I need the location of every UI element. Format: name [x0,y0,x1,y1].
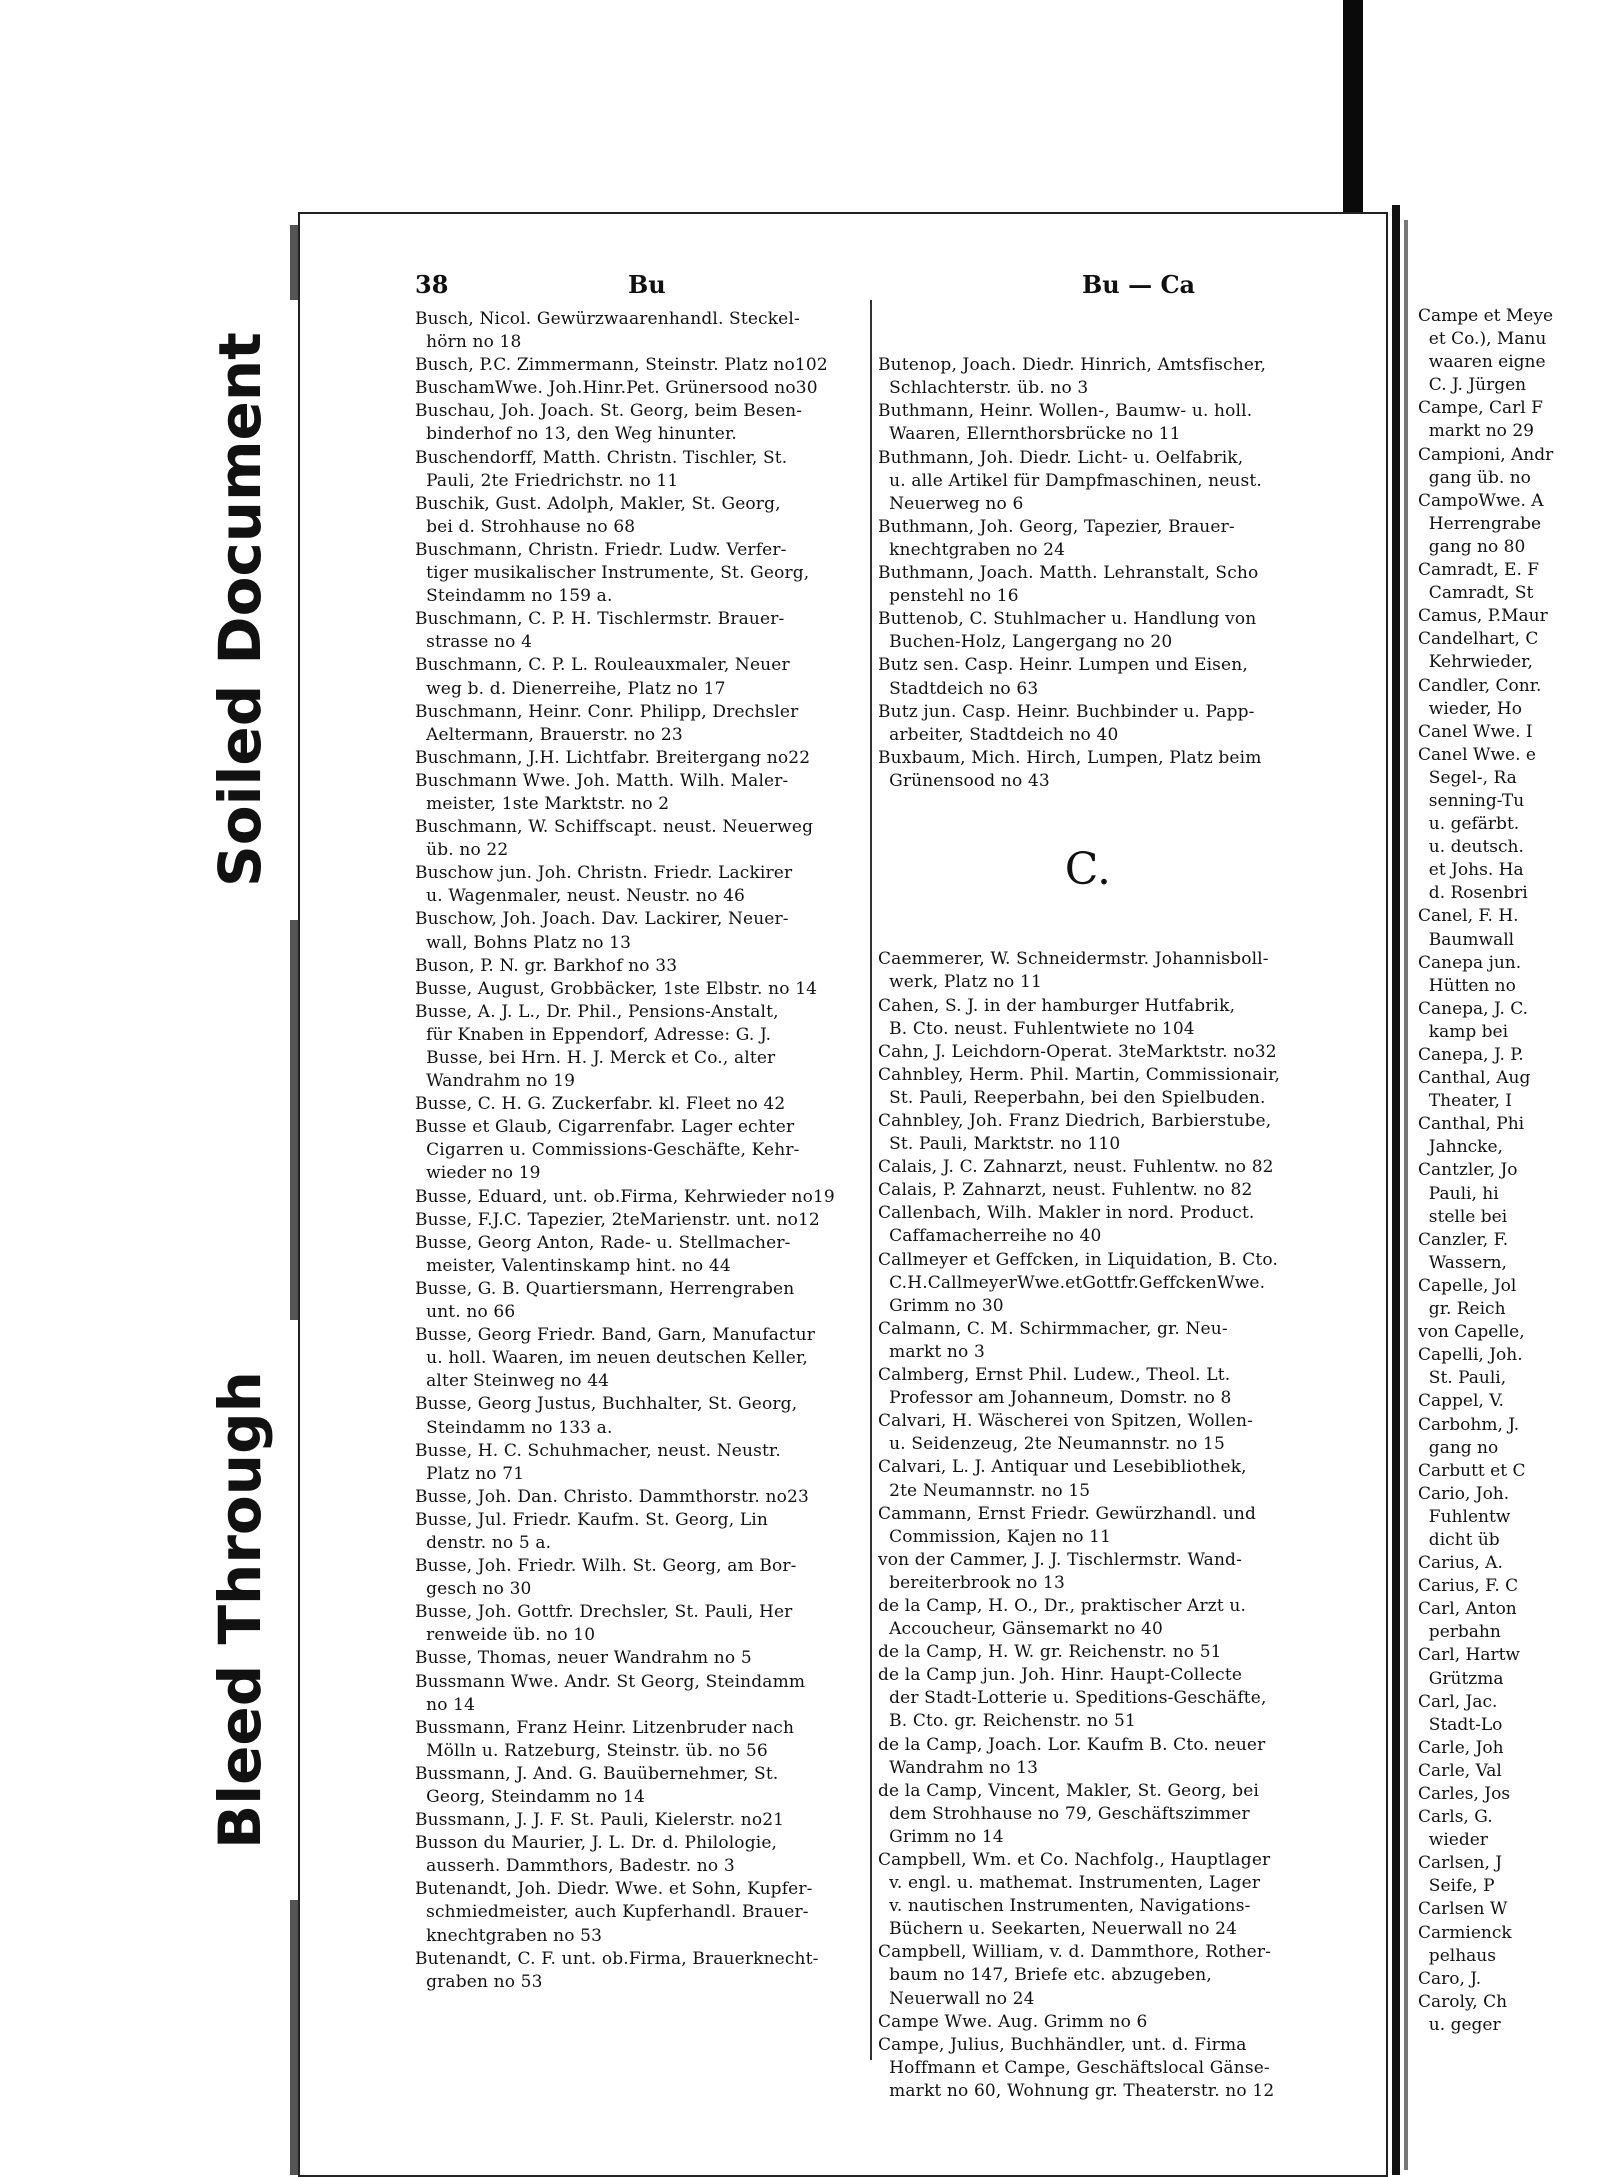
directory-entry: Callenbach, Wilh. Makler in nord. Product. Caffamacherreihe no 40 [878,1203,1255,1247]
directory-entry: Carlsen W [1418,1899,1508,1920]
directory-entry: Busse, F.J.C. Tapezier, 2teMarienstr. unt. no12 [415,1209,820,1230]
directory-entry: Cantzler, Jo [1418,1160,1518,1181]
directory-entry: Butenandt, C. F. unt. ob.Firma, Brauerknecht- graben no 53 [415,1948,819,1992]
directory-entry: Carmienck [1418,1922,1512,1943]
directory-entry: Buschmann, W. Schiffscapt. neust. Neuerweg üb. no 22 [415,817,814,861]
directory-entry: gr. Reich [1418,1299,1506,1320]
directory-entry: Butenandt, Joh. Diedr. Wwe. et Sohn, Kupfer- schmiedmeister, auch Kupferhandl. Brauer- knechtgraben no 53 [415,1879,813,1946]
directory-entry: Seife, P [1418,1876,1495,1897]
directory-entry: Busse et Glaub, Cigarrenfabr. Lager echter Cigarren u. Commissions-Geschäfte, Kehr- wieder no 19 [415,1117,800,1184]
directory-entry: Cahen, S. J. in der hamburger Hutfabrik, B. Cto. neust. Fuhlentwiete no 104 [878,995,1236,1039]
directory-entry: Carlsen, J [1418,1853,1503,1874]
directory-entry: Butz jun. Casp. Heinr. Buchbinder u. Papp- arbeiter, Stadtdeich no 40 [878,701,1255,745]
directory-entry: de la Camp, H. W. gr. Reichenstr. no 51 [878,1642,1222,1663]
directory-entry: Camus, P.Maur [1418,606,1548,627]
directory-entry: Canthal, Phi [1418,1114,1525,1135]
next-page-fragment [1418,305,1600,2037]
directory-entry: CampoWwe. A [1418,490,1544,511]
directory-entry: Canepa, J. P. [1418,1045,1524,1065]
book-spine-shadow [1404,220,1408,2170]
directory-entry: BuschamWwe. Joh.Hinr.Pet. Grünersood no30 [415,378,818,399]
directory-entry: Candler, Conr. [1418,675,1542,696]
directory-entry: Carls, G. [1418,1807,1493,1828]
directory-entry: Buschik, Gust. Adolph, Makler, St. Georg, bei d. Strohhause no 68 [415,493,781,537]
directory-entry: Bussmann, J. And. G. Bauübernehmer, St. Georg, Steindamm no 14 [415,1763,779,1807]
directory-entry: Cahnbley, Herm. Phil. Martin, Commissionair, St. Pauli, Reeperbahn, bei den Spielbuden. [878,1064,1281,1108]
directory-entry: Bussmann, J. J. F. St. Pauli, Kielerstr. no21 [415,1810,785,1831]
directory-entry: Cahnbley, Joh. Franz Diedrich, Barbierstube, St. Pauli, Marktstr. no 110 [878,1111,1272,1155]
directory-entry: Calmann, C. M. Schirmmacher, gr. Neu- markt no 3 [878,1318,1228,1362]
directory-entry: Caemmerer, W. Schneidermstr. Johannisboll- werk, Platz no 11 [878,949,1269,993]
directory-entry: Grützma [1418,1668,1504,1689]
directory-entry: u. deutsch. [1418,837,1524,858]
scan-border-top [1343,0,1363,215]
directory-entry: Theater, I [1418,1091,1512,1112]
directory-entry: senning-Tu [1418,790,1525,811]
right-running-head: Bu — Ca [1082,270,1196,299]
directory-entry: markt no 29 [1418,421,1534,442]
directory-entry: Buxbaum, Mich. Hirch, Lumpen, Platz beim Grünensood no 43 [878,747,1262,791]
directory-entry: Buschmann Wwe. Joh. Matth. Wilh. Maler- meister, 1ste Marktstr. no 2 [415,770,789,814]
directory-entry: Carbutt et C [1418,1460,1526,1481]
directory-entry: gang no 80 [1418,536,1526,557]
directory-entry: Campe, Julius, Buchhändler, unt. d. Firma Hoffmann et Campe, Geschäftslocal Gänse- markt no 60, Wohnung gr. Theaterstr. no 12 [878,2034,1275,2101]
directory-entry: Capelli, Joh. [1418,1345,1523,1366]
directory-entry: Wassern, [1418,1252,1507,1273]
directory-entry: Busse, Thomas, neuer Wandrahm no 5 [415,1648,752,1669]
directory-entry: Campbell, William, v. d. Dammthore, Rother- baum no 147, Briefe etc. abzugeben, Neuerwall no 24 [878,1942,1272,2009]
directory-entry: et Co.), Manu [1418,329,1547,350]
directory-entry: Buschau, Joh. Joach. St. Georg, beim Besen- binderhof no 13, den Weg hinunter. [415,401,803,445]
directory-entry: Busse, Eduard, unt. ob.Firma, Kehrwieder no19 [415,1186,835,1207]
directory-entry: Caroly, Ch [1418,1991,1508,2012]
directory-entry: Baumwall [1418,929,1515,950]
directory-entry: Fuhlentw [1418,1506,1511,1527]
directory-entry: Busse, Joh. Dan. Christo. Dammthorstr. no23 [415,1486,809,1507]
directory-entry: de la Camp, Joach. Lor. Kaufm B. Cto. neuer Wandrahm no 13 [878,1734,1266,1778]
directory-entry: Campe Wwe. Aug. Grimm no 6 [878,2011,1148,2032]
directory-entry: Busch, Nicol. Gewürzwaarenhandl. Steckel- hörn no 18 [415,309,800,353]
directory-entry: Kehrwieder, [1418,652,1533,673]
directory-entry: Busse, Joh. Gottfr. Drechsler, St. Pauli, Her renweide üb. no 10 [415,1602,793,1646]
directory-entry: Campe, Carl F [1418,398,1543,419]
directory-entry: Cappel, V. [1418,1391,1504,1412]
directory-entry: Camradt, St [1418,583,1534,604]
directory-entry: Buschmann, C. P. H. Tischlermstr. Brauer- strasse no 4 [415,609,785,653]
directory-entry: Busse, Jul. Friedr. Kaufm. St. Georg, Lin denstr. no 5 a. [415,1509,768,1553]
directory-entry: Campe et Meye [1418,306,1554,326]
directory-entry: Bussmann, Franz Heinr. Litzenbruder nach Mölln u. Ratzeburg, Steinstr. üb. no 56 [415,1717,795,1761]
directory-entry: Bussmann Wwe. Andr. St Georg, Steindamm no 14 [415,1671,806,1715]
directory-entry: Canepa jun. [1418,952,1522,973]
directory-entry: Buschmann, Heinr. Conr. Philipp, Drechsler Aeltermann, Brauerstr. no 23 [415,701,799,745]
directory-entry: Buttenob, C. Stuhlmacher u. Handlung von Buchen-Holz, Langergang no 20 [878,609,1257,653]
directory-entry: Buschmann, J.H. Lichtfabr. Breitergang no22 [415,747,811,768]
directory-entry: Buthmann, Joach. Matth. Lehranstalt, Scho penstehl no 16 [878,563,1259,607]
directory-entry: Calvari, H. Wäscherei von Spitzen, Wollen- u. Seidenzeug, 2te Neumannstr. no 15 [878,1411,1253,1455]
directory-entry: de la Camp, Vincent, Makler, St. Georg, bei dem Strohhause no 79, Geschäftszimmer Grimm no 14 [878,1780,1260,1847]
directory-entry: Campioni, Andr [1418,444,1554,465]
directory-entry: Canepa, J. C. [1418,998,1529,1019]
book-spine [1392,205,1400,2175]
directory-entry: kamp bei [1418,1021,1509,1042]
directory-entry: Busse, Georg Anton, Rade- u. Stellmacher- meister, Valentinskamp hint. no 44 [415,1232,791,1276]
directory-entry: Buschow jun. Joh. Christn. Friedr. Lackirer u. Wagenmaler, neust. Neustr. no 46 [415,863,793,907]
directory-entry: Carles, Jos [1418,1784,1511,1804]
right-column [878,308,1343,2126]
right-column-top-entries [878,354,1343,793]
directory-entry: wieder [1418,1830,1488,1851]
directory-entry: Busse, A. J. L., Dr. Phil., Pensions-Anstalt, für Knaben in Eppendorf, Adresse: G. J. Busse, bei Hrn. H. J. Merck et Co., alter Wandrahm no 19 [415,1001,779,1092]
directory-entry: Jahncke, [1418,1137,1503,1158]
directory-entry: Canzler, F. [1418,1229,1509,1250]
directory-entry: Carbohm, J. [1418,1414,1520,1435]
directory-entry: Busse, C. H. G. Zuckerfabr. kl. Fleet no 42 [415,1094,786,1115]
left-column [415,308,875,1994]
directory-entry: Carle, Joh [1418,1737,1504,1758]
directory-entry: Stadt-Lo [1418,1714,1503,1735]
directory-entry: Buschendorff, Matth. Christn. Tischler, St. Pauli, 2te Friedrichstr. no 11 [415,447,788,491]
directory-entry: Canel Wwe. e [1418,744,1536,765]
directory-entry: Busse, Georg Justus, Buchhalter, St. Georg, Steindamm no 133 a. [415,1394,798,1438]
directory-entry: St. Pauli, [1418,1368,1507,1389]
directory-entry: Calvari, L. J. Antiquar und Lesebibliothek, 2te Neumannstr. no 15 [878,1457,1247,1501]
directory-entry: Busse, Georg Friedr. Band, Garn, Manufactur u. holl. Waaren, im neuen deutschen Keller, alter Steinweg no 44 [415,1325,816,1392]
directory-entry: Carius, F. C [1418,1576,1519,1597]
directory-entry: Calais, P. Zahnarzt, neust. Fuhlentw. no 82 [878,1180,1253,1201]
directory-entry: von der Cammer, J. J. Tischlermstr. Wand- bereiterbrook no 13 [878,1549,1242,1593]
directory-entry: de la Camp, H. O., Dr., praktischer Arzt u. Accoucheur, Gänsemarkt no 40 [878,1595,1247,1640]
directory-entry: Cahn, J. Leichdorn-Operat. 3teMarktstr. no32 [878,1041,1277,1062]
directory-entry: Buthmann, Heinr. Wollen-, Baumw- u. holl. Waaren, Ellernthorsbrücke no 11 [878,401,1253,445]
directory-entry: Carle, Val [1418,1760,1502,1781]
directory-entry: gang üb. no [1418,467,1531,488]
directory-entry: waaren eigne [1418,352,1546,373]
directory-entry: Callmeyer et Geffcken, in Liquidation, B. Cto. C.H.CallmeyerWwe.etGottfr.GeffckenWwe. Grimm no 30 [878,1249,1278,1316]
directory-entry: Busch, P.C. Zimmermann, Steinstr. Platz no102 [415,355,828,376]
section-letter-c: C. [1064,844,1112,896]
directory-entry: pelhaus [1418,1945,1496,1966]
directory-entry: Buthmann, Joh. Georg, Tapezier, Brauer- knechtgraben no 24 [878,516,1235,560]
directory-entry: stelle bei [1418,1206,1508,1227]
directory-entry: Buschmann, C. P. L. Rouleauxmaler, Neuer weg b. d. Dienerreihe, Platz no 17 [415,655,790,699]
directory-entry: Carl, Jac. [1418,1691,1498,1712]
directory-entry: Butenop, Joach. Diedr. Hinrich, Amtsfischer, Schlachterstr. üb. no 3 [878,355,1266,399]
directory-entry: Caro, J. [1418,1968,1482,1989]
directory-entry: Busson du Maurier, J. L. Dr. d. Philologie, ausserh. Dammthors, Badestr. no 3 [415,1833,778,1877]
directory-entry: Canel, F. H. [1418,906,1519,927]
directory-entry: Calais, J. C. Zahnarzt, neust. Fuhlentw. no 82 [878,1157,1274,1178]
directory-entry: Camradt, E. F [1418,560,1540,581]
directory-entry: Pauli, hi [1418,1183,1499,1204]
directory-entry: gang no [1418,1437,1499,1458]
directory-entry: Buthmann, Joh. Diedr. Licht- u. Oelfabrik, u. alle Artikel für Dampfmaschinen, neust. Neuerweg no 6 [878,447,1262,514]
directory-entry: Busse, G. B. Quartiersmann, Herrengraben unt. no 66 [415,1278,795,1323]
directory-entry: Cammann, Ernst Friedr. Gewürzhandl. und Commission, Kajen no 11 [878,1503,1257,1547]
directory-entry: Canel Wwe. I [1418,721,1533,742]
directory-entry: Buschow, Joh. Joach. Dav. Lackirer, Neuer- wall, Bohns Platz no 13 [415,909,789,953]
directory-entry: Busse, Joh. Friedr. Wilh. St. Georg, am Bor- gesch no 30 [415,1556,797,1600]
left-running-head: Bu [628,270,666,299]
directory-entry: Herrengrabe [1418,513,1542,534]
label-bleed-through: Bleed Through [170,1320,310,1900]
directory-entry: von Capelle, [1418,1322,1525,1343]
directory-entry: Carius, A. [1418,1553,1503,1574]
label-soiled-document: Soiled Document [170,300,310,920]
right-column-bottom-entries [878,948,1343,2103]
directory-entry: Canthal, Aug [1418,1068,1531,1089]
directory-entry: Buson, P. N. gr. Barkhof no 33 [415,955,678,976]
directory-entry: Segel-, Ra [1418,767,1517,788]
directory-entry: de la Camp jun. Joh. Hinr. Haupt-Collecte der Stadt-Lotterie u. Speditions-Geschäfte, B. Cto. gr. Reichenstr. no 51 [878,1665,1267,1732]
directory-entry: et Johs. Ha [1418,860,1524,881]
directory-entry: u. geger [1418,2014,1501,2035]
directory-entry: Cario, Joh. [1418,1483,1510,1504]
directory-entry: wieder, Ho [1418,698,1522,719]
directory-entry: Carl, Hartw [1418,1645,1520,1666]
page-number: 38 [415,270,449,299]
directory-entry: d. Rosenbri [1418,883,1528,904]
directory-entry: Butz sen. Casp. Heinr. Lumpen und Eisen, Stadtdeich no 63 [878,655,1248,699]
directory-entry: Busse, August, Grobbäcker, 1ste Elbstr. no 14 [415,978,818,999]
directory-entry: u. gefärbt. [1418,814,1520,835]
directory-entry: Campbell, Wm. et Co. Nachfolg., Hauptlager v. engl. u. mathemat. Instrumenten, Lager v. nautischen Instrumenten, Navigations- Büchern u. Seekarten, Neuerwall no 24 [878,1850,1271,1940]
directory-entry: C. J. Jürgen [1418,375,1527,396]
directory-entry: Capelle, Jol [1418,1275,1517,1296]
directory-entry: dicht üb [1418,1529,1500,1550]
directory-entry: Hütten no [1418,975,1516,996]
directory-entry: Candelhart, C [1418,629,1539,650]
directory-entry: Buschmann, Christn. Friedr. Ludw. Verfer- tiger musikalischer Instrumente, St. Georg, Steindamm no 159 a. [415,539,810,607]
directory-entry: perbahn [1418,1622,1501,1643]
directory-entry: Carl, Anton [1418,1599,1517,1620]
directory-entry: Busse, H. C. Schuhmacher, neust. Neustr. Platz no 71 [415,1440,781,1484]
directory-entry: Calmberg, Ernst Phil. Ludew., Theol. Lt. Professor am Johanneum, Domstr. no 8 [878,1365,1232,1409]
